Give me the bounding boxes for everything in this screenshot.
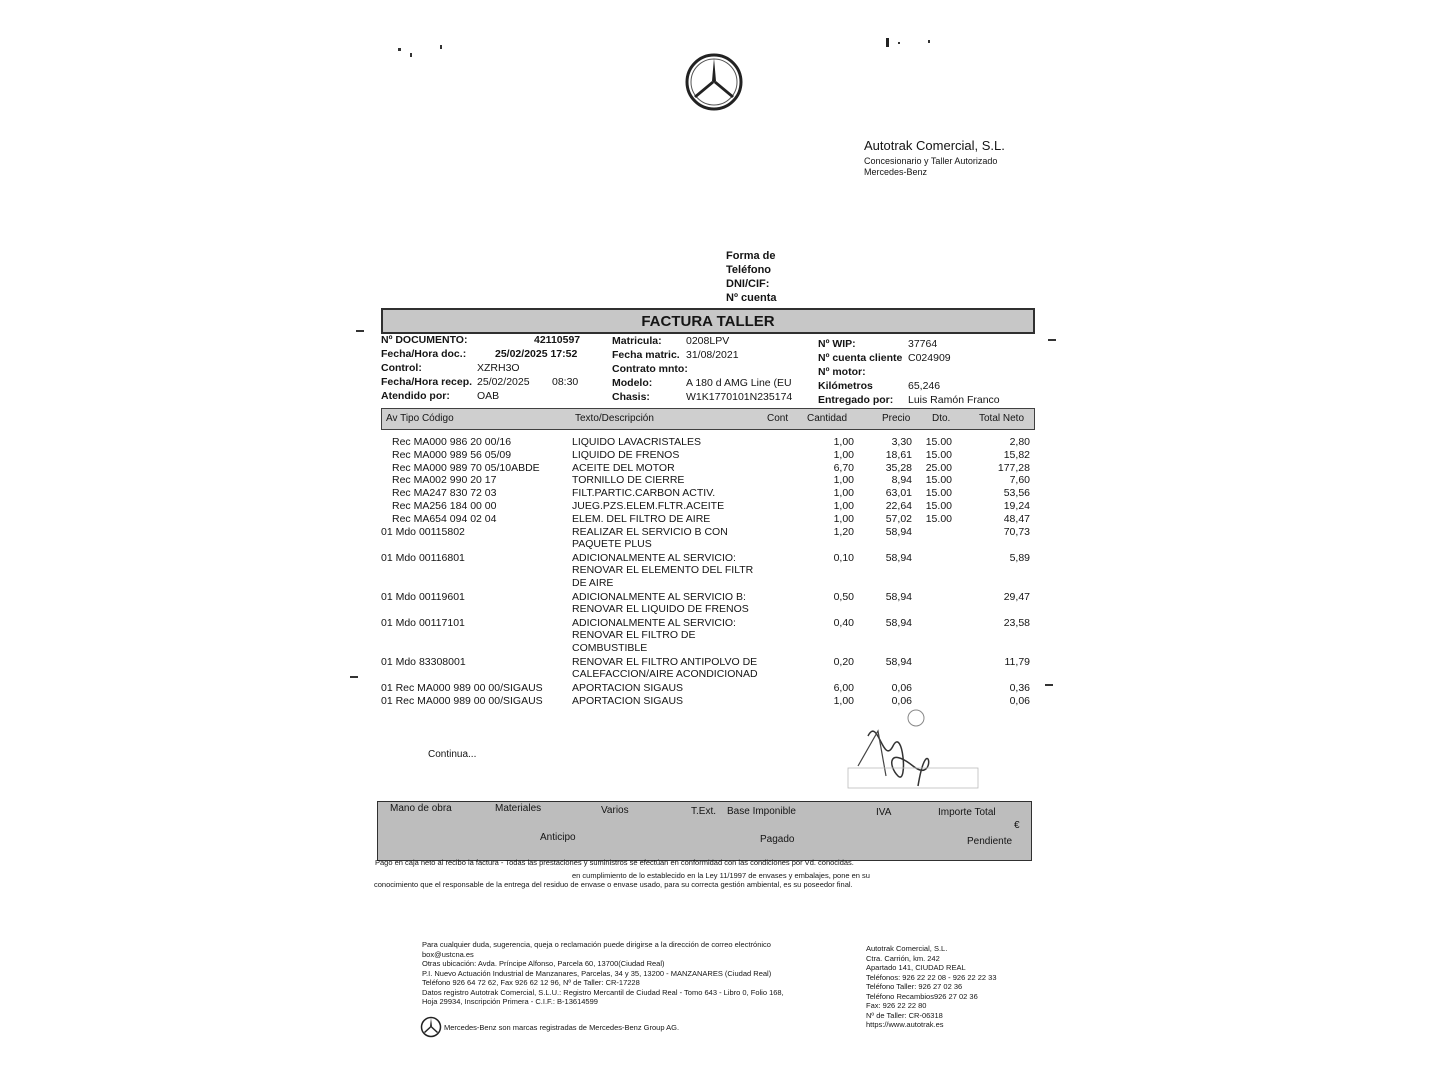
line-quantity: 1,00: [833, 448, 854, 461]
line-description: TORNILLO DE CIERRE: [572, 474, 685, 487]
footer-left-line: Hoja 29934, Inscripción Primera - C.I.F.: B-13614599: [422, 997, 598, 1006]
line-code: Rec MA000 989 70 05/10ABDE: [392, 461, 540, 474]
footer-left: [422, 940, 842, 1007]
pendiente-label: Pendiente: [967, 836, 1013, 847]
header-label: Contrato mnto:: [612, 363, 688, 375]
line-description: CALEFACCION/AIRE ACONDICIONAD: [572, 668, 758, 681]
line-description: DE AIRE: [572, 577, 614, 590]
line-quantity: 0,40: [833, 616, 854, 629]
line-quantity: 1,00: [833, 694, 854, 707]
t-ext-label: T.Ext.: [691, 806, 717, 817]
scan-mark: [1045, 684, 1053, 686]
line-quantity: 1,00: [833, 487, 854, 500]
line-quantity: 6,00: [833, 681, 854, 694]
footer-right-line: Ctra. Carrión, km. 242: [866, 953, 940, 963]
importe-total-label: Importe Total: [938, 807, 996, 818]
line-total: 53,56: [1003, 487, 1030, 500]
line-code: 01 Mdo 00117101: [381, 616, 465, 629]
line-total: 29,47: [1003, 590, 1030, 603]
line-description: ADICIONALMENTE AL SERVICIO:: [572, 551, 736, 564]
line-discount: 15.00: [925, 474, 952, 487]
line-total: 0,36: [1009, 681, 1030, 694]
header-value-time: 08:30: [552, 376, 579, 388]
footer-left-line: Teléfono 926 64 72 62, Fax 926 62 12 96, Nº de Taller: CR-17228: [422, 978, 640, 987]
header-label: Fecha/Hora recep.: [381, 376, 473, 388]
line-code: Rec MA000 986 20 00/16: [392, 436, 512, 448]
materiales-label: Materiales: [495, 803, 542, 814]
legal-line-1: Pago en caja neto al recibo la factura - Todas las prestaciones y suministros se efectúan en conformidad con las condiciones por Vd. conocidas.: [375, 858, 854, 867]
line-code: 01 Mdo 83308001: [381, 655, 466, 668]
header-value: 25/02/2025: [477, 376, 530, 388]
footer-right-line: Teléfono Taller: 926 27 02 36: [866, 982, 963, 991]
telefono-label: Teléfono: [726, 264, 772, 276]
line-code: Rec MA256 184 00 00: [392, 500, 497, 512]
line-description: ADICIONALMENTE AL SERVICIO:: [572, 616, 736, 629]
line-price: 3,30: [891, 436, 912, 448]
scan-mark: [886, 38, 889, 47]
line-total: 2,80: [1009, 436, 1030, 448]
line-discount: 15.00: [925, 487, 952, 500]
line-code: 01 Mdo 00115802: [381, 525, 465, 538]
line-total: 70,73: [1003, 525, 1030, 538]
line-discount: 15.00: [925, 500, 952, 512]
line-discount: 25.00: [925, 461, 952, 474]
line-price: 0,06: [891, 681, 912, 694]
header-label: Kilómetros: [818, 380, 873, 392]
header-value: 37764: [908, 338, 938, 350]
line-description: RENOVAR EL LIQUIDO DE FRENOS: [572, 603, 749, 616]
line-total: 15,82: [1003, 448, 1030, 461]
header-label: Nº cuenta cliente: [818, 352, 903, 364]
line-price: 0,06: [891, 694, 912, 707]
line-total: 23,58: [1003, 616, 1030, 629]
header-value: 65,246: [908, 380, 941, 392]
invoice-title-bar: [381, 308, 1035, 334]
footer-brand-note: Mercedes-Benz son marcas registradas de Mercedes-Benz Group AG.: [444, 1023, 680, 1032]
line-description: COMBUSTIBLE: [572, 642, 648, 655]
line-quantity: 1,00: [833, 500, 854, 512]
line-price: 18,61: [885, 448, 912, 461]
header-label: Nº WIP:: [818, 338, 856, 350]
line-description: APORTACION SIGAUS: [572, 681, 684, 694]
header-label: Atendido por:: [381, 390, 450, 402]
line-code: Rec MA000 989 56 05/09: [392, 448, 512, 461]
header-label: Control:: [381, 362, 422, 374]
mercedes-star-logo: [684, 52, 744, 112]
euro-sign: €: [1014, 820, 1020, 831]
line-total: 19,24: [1003, 500, 1030, 512]
col-desc: Texto/Descripción: [575, 413, 654, 424]
line-total: 11,79: [1004, 655, 1030, 668]
line-price: 58,94: [885, 655, 912, 668]
header-label: Modelo:: [612, 377, 653, 389]
header-value: Luis Ramón Franco: [908, 394, 1000, 406]
line-description: FILT.PARTIC.CARBON ACTIV.: [572, 487, 716, 500]
scan-mark: [410, 53, 412, 57]
col-cont: Cont: [767, 413, 789, 424]
line-total: 177,28: [997, 461, 1030, 474]
mano-obra-label: Mano de obra: [390, 803, 452, 814]
line-code: Rec MA002 990 20 17: [392, 474, 497, 487]
scan-mark: [440, 45, 442, 49]
header-label: Matricula:: [612, 335, 662, 347]
line-code: 01 Mdo 00119601: [381, 590, 465, 603]
line-description: JUEG.PZS.ELEM.FLTR.ACEITE: [572, 500, 725, 512]
header-label: Nº motor:: [818, 366, 866, 378]
anticipo-label: Anticipo: [540, 832, 576, 843]
footer-right-line: Autotrak Comercial, S.L.: [866, 944, 948, 953]
header-value: A 180 d AMG Line (EU: [686, 377, 792, 389]
lines-table-header: [381, 408, 1035, 430]
footer-right-line: Fax: 926 22 22 80: [866, 1001, 927, 1010]
scan-mark: [898, 42, 900, 44]
footer-right-line: Teléfonos: 926 22 22 08 - 926 22 22 33: [866, 972, 997, 982]
legal-line-2: en cumplimiento de lo establecido en la Ley 11/1997 de envases y embalajes, pone en su: [572, 871, 870, 880]
signature-stamp: [838, 706, 988, 796]
col-price: Precio: [882, 413, 911, 424]
line-total: 7,60: [1009, 474, 1030, 487]
header-value: 0208LPV: [686, 335, 730, 347]
header-value: C024909: [908, 352, 951, 364]
line-description: LIQUIDO DE FRENOS: [572, 448, 680, 461]
customer-block: [726, 249, 776, 305]
footer-left-line: P.I. Nuevo Actuación Industrial de Manzanares, Parcelas, 34 y 35, 13200 - MANZANARES (Ciudad Real): [422, 968, 772, 978]
line-total: 48,47: [1003, 512, 1030, 525]
varios-label: Varios: [601, 805, 629, 816]
line-description: PAQUETE PLUS: [572, 538, 652, 551]
iva-label: IVA: [876, 807, 892, 818]
scan-mark: [356, 330, 364, 332]
line-code: Rec MA247 830 72 03: [392, 487, 497, 500]
line-price: 58,94: [885, 525, 912, 538]
continua-note: Continua...: [428, 749, 477, 760]
line-code: Rec MA654 094 02 04: [392, 512, 497, 525]
header-label: Entregado por:: [818, 394, 894, 406]
line-quantity: 1,00: [833, 512, 854, 525]
line-discount: 15.00: [925, 436, 952, 448]
line-description: LIQUIDO LAVACRISTALES: [572, 436, 701, 448]
col-code: Av Tipo Código: [386, 413, 454, 424]
footer-left-line: Datos registro Autotrak Comercial, S.L.U.: Registro Mercantil de Ciudad Real - Tomo 643 - Libro 0, Folio 168,: [422, 987, 784, 997]
line-description: RENOVAR EL FILTRO DE: [572, 629, 696, 642]
dni-label: DNI/CIF:: [726, 278, 770, 290]
company-tagline: Concesionario y Taller Autorizado: [864, 156, 998, 166]
line-price: 8,94: [891, 474, 912, 487]
company-tagline-brand: Mercedes-Benz: [864, 167, 928, 177]
col-qty: Cantidad: [807, 413, 848, 424]
footer-right-line: Apartado 141, CIUDAD REAL: [866, 963, 966, 972]
footer-left-line: box@ustcna.es: [422, 949, 474, 959]
scan-mark: [1048, 339, 1056, 341]
scan-mark: [350, 676, 358, 678]
header-label: Chasis:: [612, 391, 650, 403]
footer-left-line: Otras ubicación: Avda. Príncipe Alfonso, Parcela 60, 13700(Ciudad Real): [422, 959, 665, 968]
header-value: W1K1770101N235174: [686, 391, 793, 403]
header-label: Nº DOCUMENTO:: [381, 334, 468, 346]
legal-line-3: conocimiento que el responsable de la entrega del residuo de envase o envase usado, para su correcta gestión ambiental, es su poseedor final.: [374, 880, 853, 889]
footer-right-line: Teléfono Recambios926 27 02 36: [866, 991, 978, 1001]
base-imponible-label: Base Imponible: [727, 806, 796, 817]
col-disc: Dto.: [932, 413, 951, 424]
line-description: REALIZAR EL SERVICIO B CON: [572, 525, 728, 538]
line-price: 58,94: [885, 616, 912, 629]
line-code: 01 Mdo 00116801: [381, 551, 465, 564]
header-label: Fecha matric.: [612, 349, 680, 361]
footer-right: [866, 944, 1036, 1030]
line-price: 63,01: [885, 487, 912, 500]
line-quantity: 6,70: [833, 461, 854, 474]
footer-left-line: Para cualquier duda, sugerencia, queja o reclamación puede dirigirse a la dirección de correo electrónico: [422, 940, 771, 949]
line-quantity: 0,20: [833, 655, 854, 668]
line-discount: 15.00: [925, 512, 952, 525]
mercedes-star-small-icon: [420, 1016, 442, 1038]
header-value: 31/08/2021: [686, 349, 739, 361]
line-total: 5,89: [1009, 551, 1030, 564]
line-price: 58,94: [885, 590, 912, 603]
line-description: APORTACION SIGAUS: [572, 694, 684, 707]
line-quantity: 0,50: [833, 590, 854, 603]
line-price: 35,28: [885, 461, 912, 474]
header-value: 25/02/2025 17:52: [495, 348, 578, 360]
totals-box: [377, 801, 1032, 861]
line-quantity: 0,10: [833, 551, 854, 564]
line-price: 57,02: [885, 512, 912, 525]
invoice-title: FACTURA TALLER: [641, 313, 775, 330]
line-description: RENOVAR EL ELEMENTO DEL FILTR: [572, 564, 754, 577]
line-description: ACEITE DEL MOTOR: [572, 461, 675, 474]
cuenta-label: Nº cuenta: [726, 292, 777, 304]
line-quantity: 1,00: [833, 436, 854, 448]
line-code: 01 Rec MA000 989 00 00/SIGAUS: [381, 694, 543, 707]
header-value: 42110597: [534, 334, 581, 346]
header-value: XZRH3O: [477, 362, 520, 374]
line-description: ELEM. DEL FILTRO DE AIRE: [572, 512, 711, 525]
line-description: ADICIONALMENTE AL SERVICIO B:: [572, 590, 746, 603]
line-price: 58,94: [885, 551, 912, 564]
scan-mark: [398, 48, 401, 51]
line-price: 22,64: [885, 500, 912, 512]
scan-mark: [928, 40, 930, 43]
line-description: RENOVAR EL FILTRO ANTIPOLVO DE: [572, 655, 758, 668]
line-quantity: 1,00: [833, 474, 854, 487]
header-value: OAB: [477, 390, 500, 402]
footer-right-line: https://www.autotrak.es: [866, 1020, 944, 1029]
line-quantity: 1,20: [833, 525, 854, 538]
line-discount: 15.00: [925, 448, 952, 461]
forma-pago-label: Forma de: [726, 250, 776, 262]
line-total: 0,06: [1009, 694, 1030, 707]
footer-right-line: Nº de Taller: CR-06318: [866, 1010, 943, 1020]
company-name: Autotrak Comercial, S.L.: [864, 138, 1005, 153]
line-code: 01 Rec MA000 989 00 00/SIGAUS: [381, 681, 543, 694]
col-total: Total Neto: [979, 413, 1025, 424]
pagado-label: Pagado: [760, 834, 795, 845]
header-label: Fecha/Hora doc.:: [381, 348, 467, 360]
